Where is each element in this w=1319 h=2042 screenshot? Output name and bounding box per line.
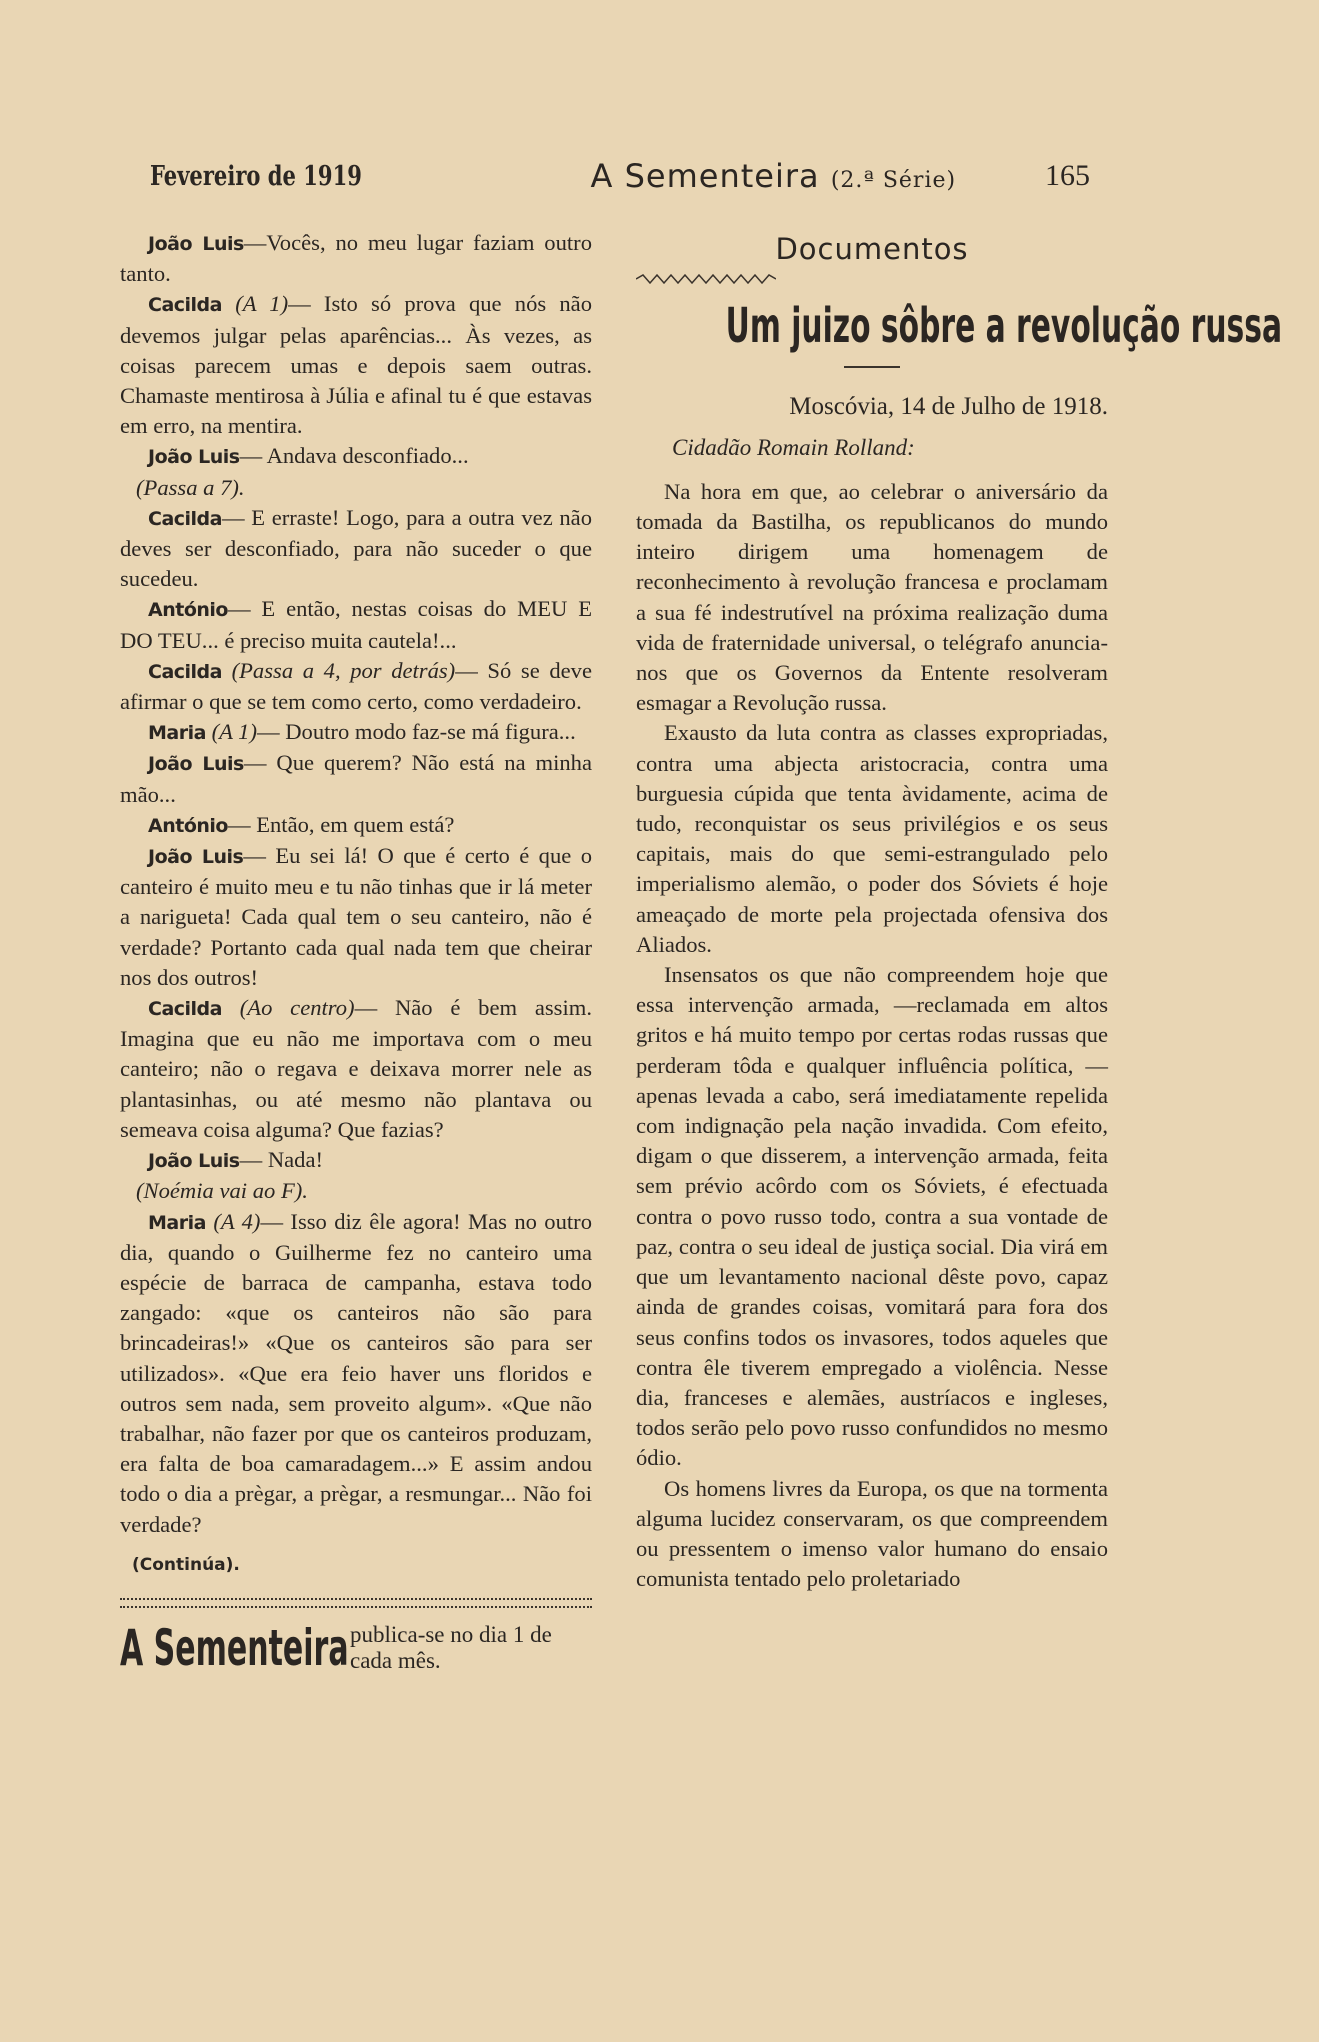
right-column-article: [636, 228, 1283, 1594]
dialogue-text: — Nada!: [239, 1147, 324, 1173]
speaker-name: Cacilda: [148, 660, 222, 683]
dialogue-line: [120, 1207, 592, 1540]
stage-direction: (A 1): [211, 719, 257, 745]
publication-notice-name: A Sementeira: [120, 1618, 349, 1677]
dialogue-text: — E erraste! Logo, para a outra vez não deves ser desconfiado, para não suceder o que sucedeu.: [120, 504, 592, 592]
article-paragraph: Os homens livres da Europa, os que na tormenta alguma lucidez conservaram, os que compreendem ou pressentem o imenso valor humano do ensaio comunista tentado pelo proletariado: [636, 1475, 1108, 1592]
stage-direction-line: (Noémia vai ao F).: [136, 1178, 308, 1204]
article-paragraph: Insensatos os que não compreendem hoje que essa intervenção armada, —reclamada em altos gritos e há muito tempo por certas rodas russas que perderam tôda e qualquer influência política, — apenas levada a cabo, será imediatamente repelida com indignação pela nação invadida. Com efeito, digam o que disserem, a intervenção armada, feita sem prévio acôrdo com os Sóviets, é efectuada contra o povo russo todo, contra a sua vontade de paz, contra o seu ideal de justiça social. Dia virá em que um levantamento nacional dêste povo, capaz ainda de grandes coisas, vomitará para fora dos seus confins todos os invasores, todos aqueles que contra êle tiverem empregado a violência. Nesse dia, franceses e alemães, austríacos e ingleses, todos serão pelo povo russo confundidos no mesmo ódio.: [636, 962, 1108, 1471]
header-title-text: A Sementeira: [590, 157, 820, 195]
dialogue-text: — Andava desconfiado...: [239, 443, 469, 469]
dialogue-line: [120, 841, 592, 993]
dialogue-line: [120, 717, 592, 748]
speaker-name: João Luis: [148, 446, 240, 469]
stage-direction: (Ao centro): [239, 995, 355, 1021]
publication-notice: [120, 1618, 592, 1677]
dialogue-text: — Que querem? Não está na minha mão...: [120, 750, 593, 807]
speaker-name: João Luis: [148, 753, 244, 776]
dialogue-line: [120, 810, 592, 841]
dialogue-line: [120, 228, 592, 289]
speaker-name: João Luis: [148, 233, 244, 255]
dialogue-text: — Então, em quem está?: [227, 811, 455, 837]
squiggle-ornament: [636, 272, 776, 286]
ornamental-rule: [120, 1598, 592, 1608]
article-paragraph: Exausto da luta contra as classes expropriadas, contra uma abjecta aristocracia, contra uma burguesia cúpida que tenta àvidamente, acima de tudo, reconquistar os seus privilégios e os seus capitais, mais do que semi-estrangulado pelo imperialismo alemão, o poder dos Sóviets é hoje ameaçado de morte pela projectada ofensiva dos Aliados.: [636, 720, 1108, 957]
dialogue-text: — Não é bem assim. Imagina que eu não me importava com o meu canteiro; não o regava e deixava morrer nele as plantasinhas, ou até mesmo não plantava ou semeava coisa alguma? Que fazias?: [120, 995, 592, 1142]
stage-direction: (A 1): [235, 291, 289, 317]
article-paragraph: Na hora em que, ao celebrar o aniversário da tomada da Bastilha, os republicanos do mundo inteiro dirigem uma homenagem de reconhecimento à revolução francesa e proclamam a sua fé indestrutível na próxima realização duma vida de fraternidade universal, o telégrafo anuncia-nos que os Governos da Entente resolveram esmagar a Revolução russa.: [636, 478, 1108, 716]
stage-direction-line: (Passa a 7).: [136, 474, 245, 500]
dialogue-line: [120, 289, 592, 441]
dialogue-line: [120, 503, 592, 595]
header-title: [591, 157, 957, 195]
stage-direction: (Passa a 4, por detrás): [231, 657, 456, 683]
header-series: (2.ª Série): [830, 168, 957, 193]
header-page-number: 165: [1044, 159, 1090, 192]
dialogue-line: [120, 748, 592, 809]
stage-direction: (A 4): [213, 1208, 261, 1234]
article-dateline: Moscóvia, 14 de Julho de 1918.: [789, 393, 1108, 421]
speaker-name: João Luis: [148, 1150, 240, 1173]
dialogue-line: [120, 594, 592, 655]
title-rule: [844, 366, 900, 368]
speaker-name: João Luis: [148, 846, 244, 869]
speaker-name: António: [148, 814, 228, 837]
speaker-name: Cacilda: [148, 294, 222, 317]
dialogue-text: — Isso diz êle agora! Mas no outro dia, quando o Guilherme fez no canteiro uma espécie de barraca de campanha, estava todo zangado: «que os canteiros não são para brincadeiras!» «Que os canteiros são para ser utilizados». «Que era feio haver uns floridos e outros sem nada, sem proveito algum». «Que não trabalhar, não fazer por que os canteiros produzam, era falta de boa camaradagem...» E assim andou todo o dia a prègar, a prègar, a resmungar... Não foi verdade?: [120, 1208, 592, 1537]
dialogue-text: —Vocês, no meu lugar faziam outro tanto.: [120, 230, 592, 287]
speaker-name: Maria: [148, 1211, 206, 1234]
dialogue-text: — Doutro modo faz-se má figura...: [256, 719, 576, 745]
speaker-name: Maria: [148, 722, 206, 745]
speaker-name: Cacilda: [148, 998, 222, 1021]
speaker-name: António: [148, 599, 228, 622]
continua-note: (Continúa).: [132, 1554, 240, 1575]
article-title: Um juizo sôbre a revolução russa: [725, 298, 1283, 355]
dialogue-text: — Isto só prova que nós não devemos julgar pelas aparências... Às vezes, as coisas parecem umas e depois saem outras. Chamaste mentirosa à Júlia e afinal tu é que estavas em erro, na mentira.: [120, 291, 592, 439]
section-heading: Documentos: [775, 232, 969, 266]
left-column-play: [120, 228, 593, 1677]
dialogue-line: [120, 441, 592, 472]
dialogue-text: — Só se deve afirmar o que se tem como certo, como verdadeiro.: [120, 657, 592, 715]
page-header: [150, 150, 1090, 202]
dialogue-line: [120, 993, 592, 1145]
dialogue-text: — Eu sei lá! O que é certo é que o canteiro é muito meu e tu não tinhas que ir lá meter a narigueta! Cada qual tem o seu canteiro, não é verdade? Portanto cada qual nada tem que cheirar nos dos outros!: [120, 843, 592, 990]
article-salutation: Cidadão Romain Rolland:: [672, 434, 915, 460]
publication-notice-text: publica-se no dia 1 de cada mês.: [350, 1621, 552, 1673]
play-dialogue: [120, 228, 592, 1540]
article-body: [636, 477, 1108, 1595]
dialogue-line: [120, 656, 592, 717]
dialogue-line: [120, 1145, 592, 1176]
speaker-name: Cacilda: [148, 507, 222, 530]
header-date: Fevereiro de 1919: [150, 160, 362, 192]
dialogue-text: — E então, nestas coisas do MEU E DO TEU... é preciso muita cautela!...: [120, 596, 592, 653]
